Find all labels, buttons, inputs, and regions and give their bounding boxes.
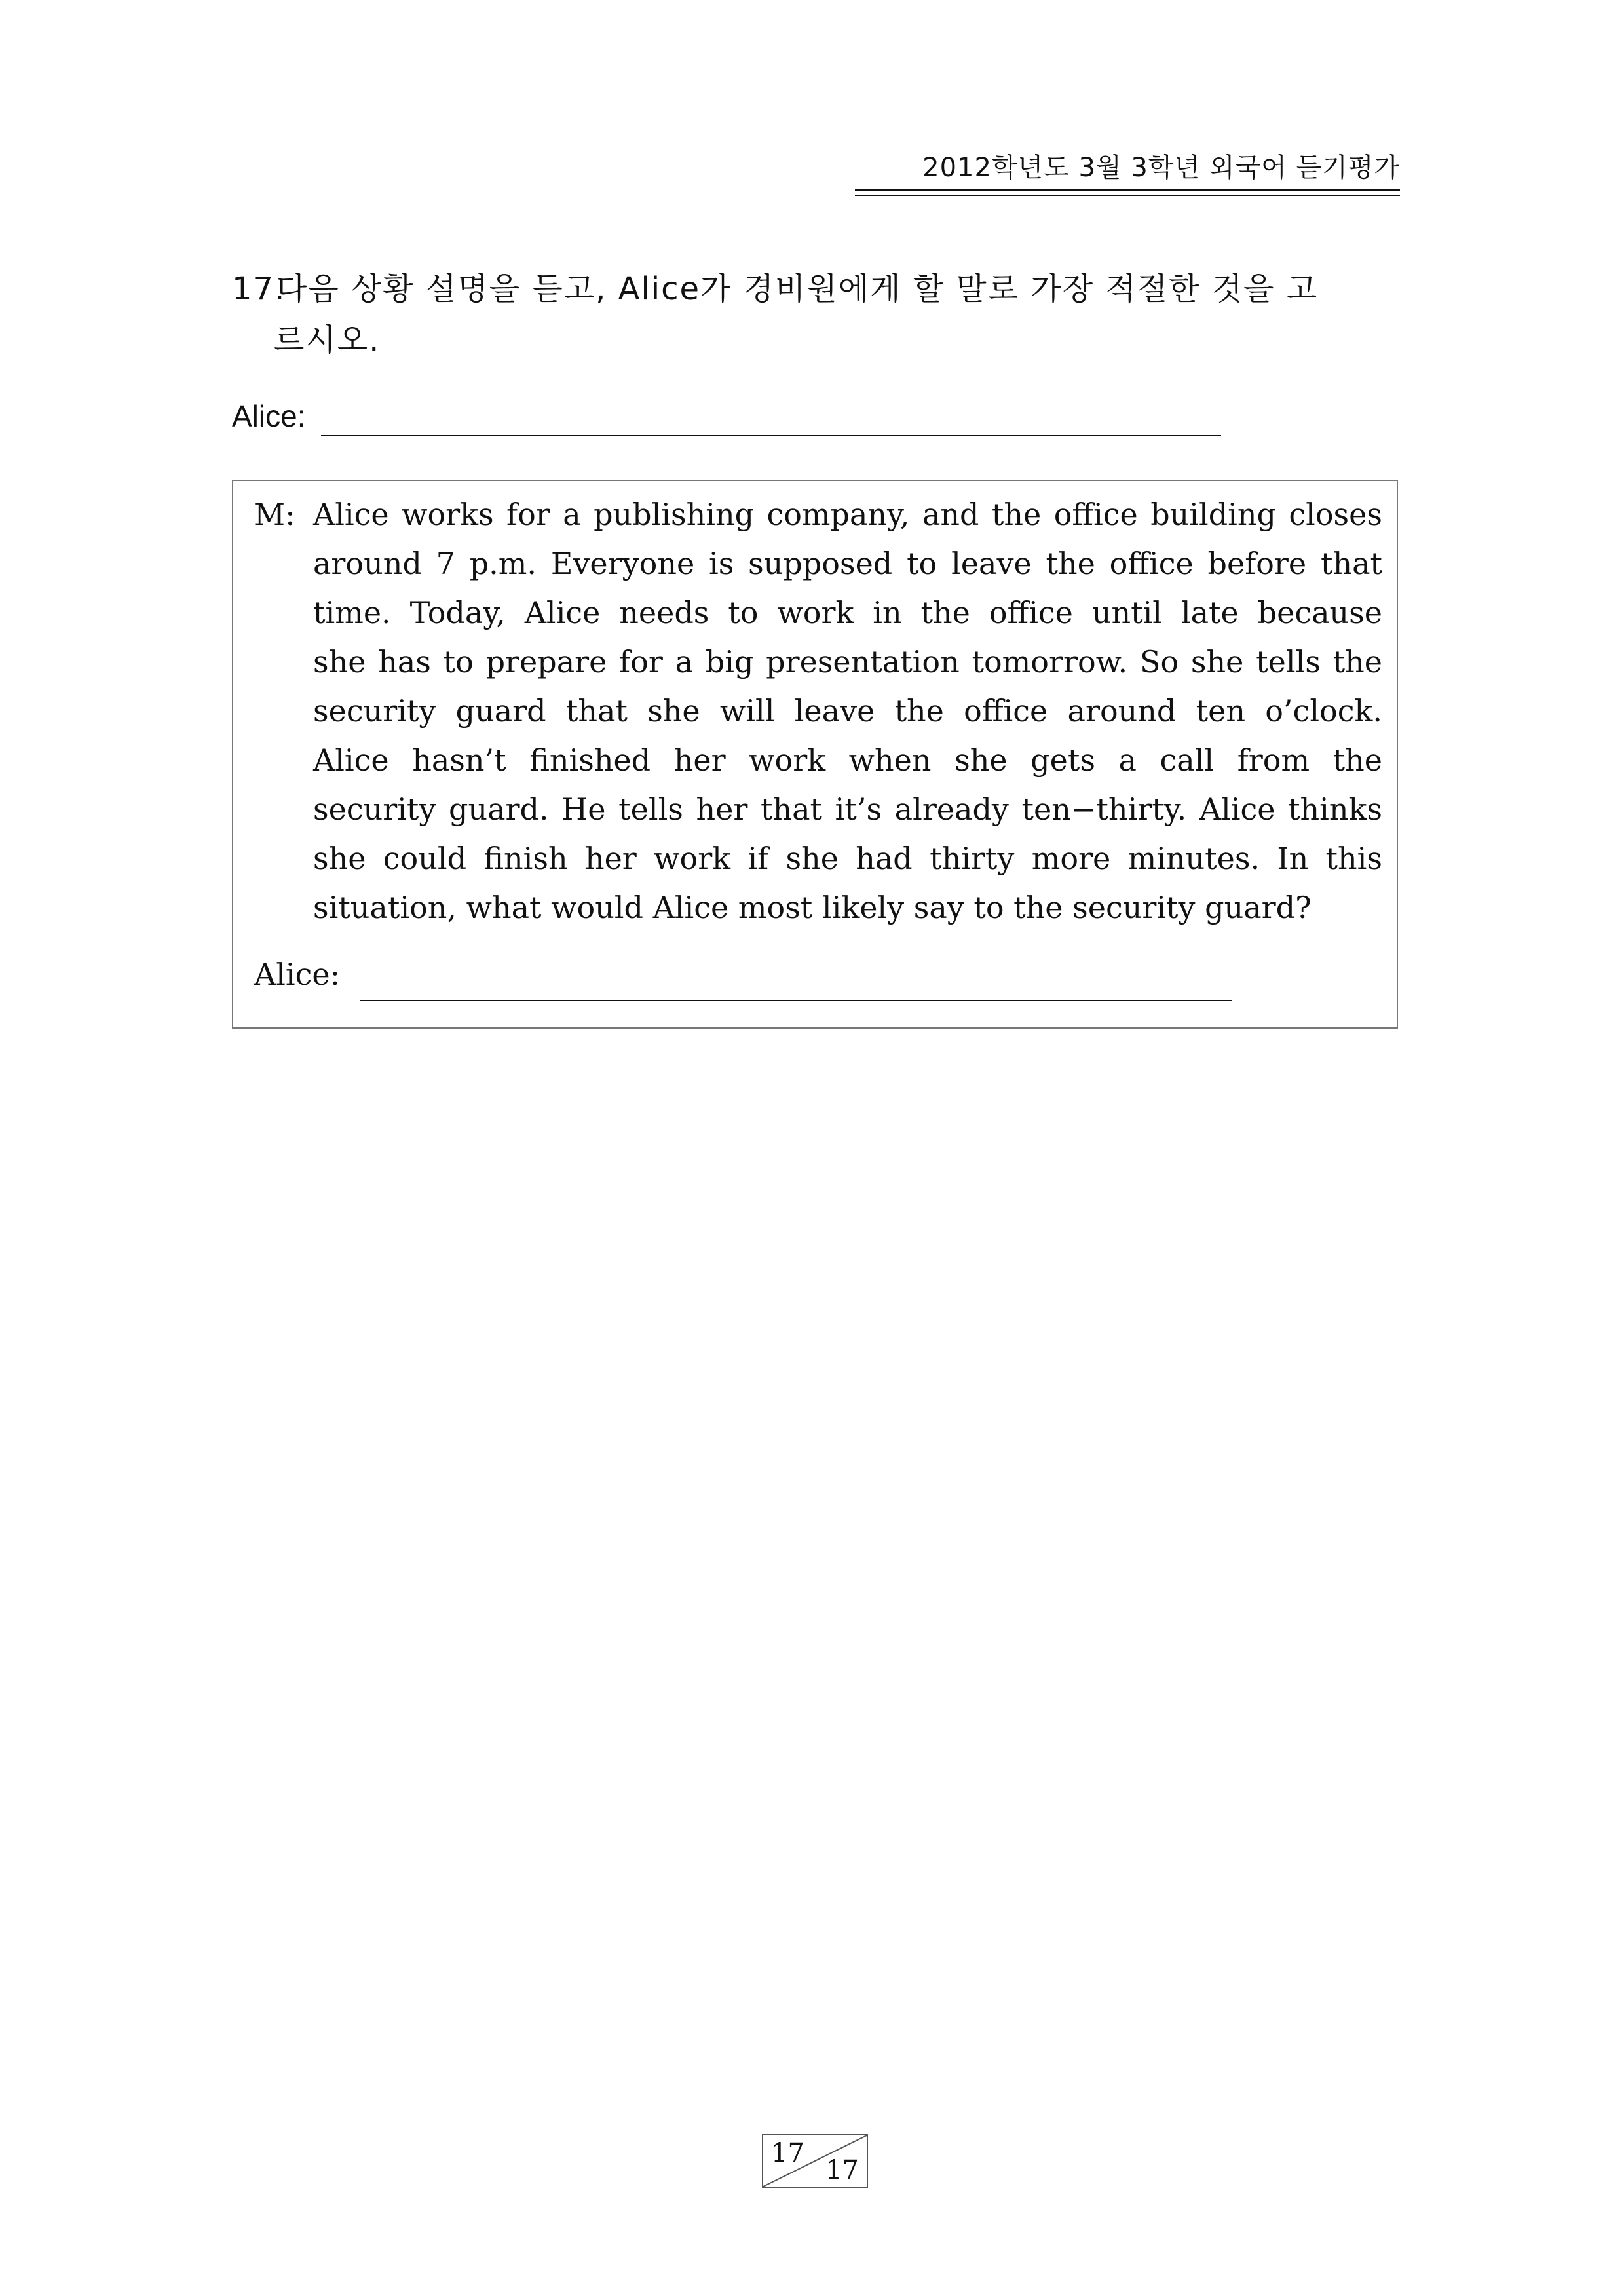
- script-line: Alice hasn’t finished her work when she gets a call from the: [313, 742, 1382, 778]
- header-rule: [855, 189, 1400, 191]
- question-text: 다음 상황 설명을 듣고, Alice가 경비원에게 할 말로 가장 적절한 것을 고: [276, 271, 1319, 307]
- script-lines: [313, 490, 1382, 932]
- script-answer-label: Alice:: [254, 957, 341, 992]
- question-line-1: [232, 263, 1405, 315]
- script-line: she has to prepare for a big presentation tomorrow. So she tells the: [313, 644, 1382, 679]
- script-line: time. Today, Alice needs to work in the office until late because: [313, 595, 1382, 630]
- script-line: security guard. He tells her that it’s already ten−thirty. Alice thinks: [313, 792, 1382, 827]
- question-line-2: 르시오.: [274, 322, 381, 358]
- header-rule-double: [855, 195, 1400, 196]
- script-line: Alice works for a publishing company, and the office building closes: [313, 497, 1382, 532]
- page-number-box: [762, 2134, 868, 2188]
- question-number: 17.: [232, 271, 286, 307]
- speaker-label: M:: [254, 497, 295, 532]
- script-answer-blank-line: [360, 1000, 1232, 1001]
- script-line: situation, what would Alice most likely say to the security guard?: [313, 890, 1312, 925]
- script-line: around 7 p.m. Everyone is supposed to leave the office before that: [313, 546, 1382, 581]
- answer-label: Alice:: [232, 399, 306, 433]
- total-pages: 17: [825, 2155, 859, 2185]
- exam-header-title: 2012학년도 3월 3학년 외국어 듣기평가: [922, 153, 1400, 183]
- script-line: security guard that she will leave the office around ten o’clock.: [313, 693, 1382, 729]
- script-line: she could finish her work if she had thirty more minutes. In this: [313, 841, 1382, 876]
- script-box: [232, 480, 1398, 1029]
- answer-blank-line: [321, 435, 1221, 436]
- question-prompt: [232, 263, 1405, 366]
- current-page: 17: [771, 2138, 804, 2168]
